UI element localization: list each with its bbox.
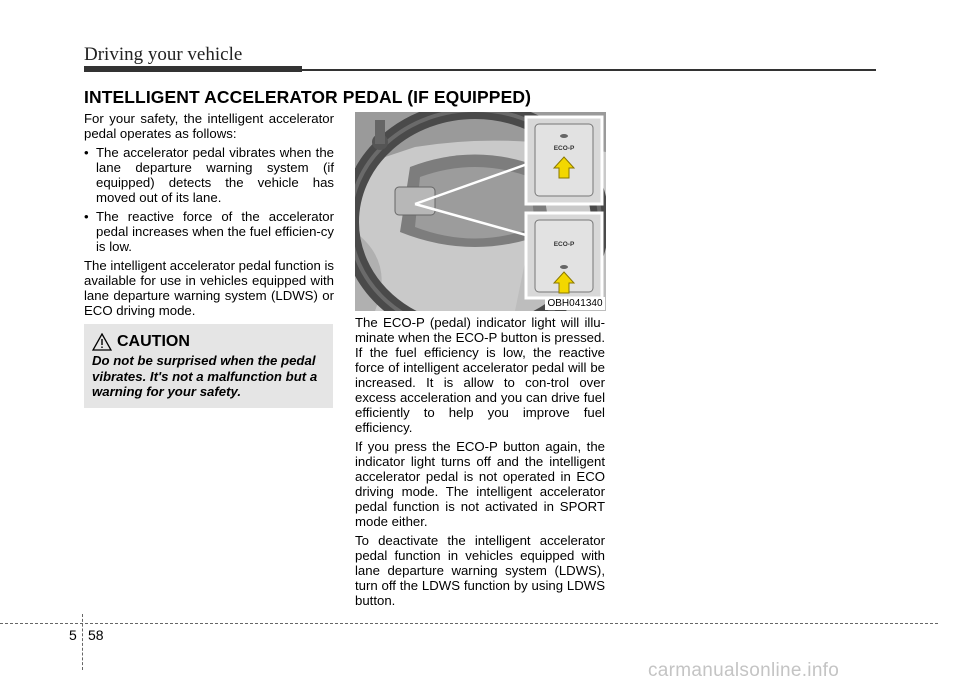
section-title: INTELLIGENT ACCELERATOR PEDAL (IF EQUIPPED) xyxy=(84,87,532,107)
footer-divider xyxy=(82,614,83,670)
list-item: • The reactive force of the accelerator pedal increases when the fuel efficien-cy is low. xyxy=(84,209,334,254)
eco-p-label-top: ECO-P xyxy=(553,145,575,152)
caution-box xyxy=(84,324,333,408)
right-column xyxy=(355,315,605,612)
eco-p-label-bottom: ECO-P xyxy=(553,241,575,248)
body-paragraph: To deactivate the intelligent accelerator pedal function in vehicles equipped with lane departure warning system (LDWS), turn off the LDWS function by using LDWS button. xyxy=(355,533,605,608)
caution-label: CAUTION xyxy=(117,333,190,350)
operation-list xyxy=(84,145,334,254)
caution-heading xyxy=(92,333,190,351)
footer-rule xyxy=(0,623,938,624)
header-rule-thick xyxy=(84,66,302,72)
watermark: carmanualsonline.info xyxy=(648,660,840,681)
page-number: 58 xyxy=(88,627,104,643)
figure-code: OBH041340 xyxy=(545,297,605,310)
body-paragraph: The ECO-P (pedal) indicator light will illu-minate when the ECO-P button is pressed. If the fuel efficiency is low, the reactive force of intelligent accelerator pedal will be increased. It is allow to con-trol over excess acceleration and you can drive fuel efficiently to help you improve fuel efficiency. xyxy=(355,315,605,435)
chapter-number: 5 xyxy=(69,627,77,643)
list-item: • The accelerator pedal vibrates when the lane departure warning system (if equipped) detects the vehicle has moved out of its lane. xyxy=(84,145,334,205)
page-header-title: Driving your vehicle xyxy=(84,44,243,65)
availability-paragraph: The intelligent accelerator pedal function is available for use in vehicles equipped with lane departure warning system (LDWS) or ECO driving mode. xyxy=(84,258,334,318)
intro-paragraph: For your safety, the intelligent accelerator pedal operates as follows: xyxy=(84,111,334,141)
caution-text: Do not be surprised when the pedal vibrates. It's not a malfunction but a warning for your safety. xyxy=(92,353,318,399)
steering-wheel-illustration xyxy=(355,112,606,311)
header-rule-thin xyxy=(302,69,876,71)
left-column xyxy=(84,111,334,322)
warning-triangle-icon xyxy=(92,333,112,351)
body-paragraph: If you press the ECO-P button again, the indicator light turns off and the intelligent accelerator pedal is not operated in ECO driving mode. The intelligent accelerator pedal function is not activated in SPORT mode either. xyxy=(355,439,605,529)
